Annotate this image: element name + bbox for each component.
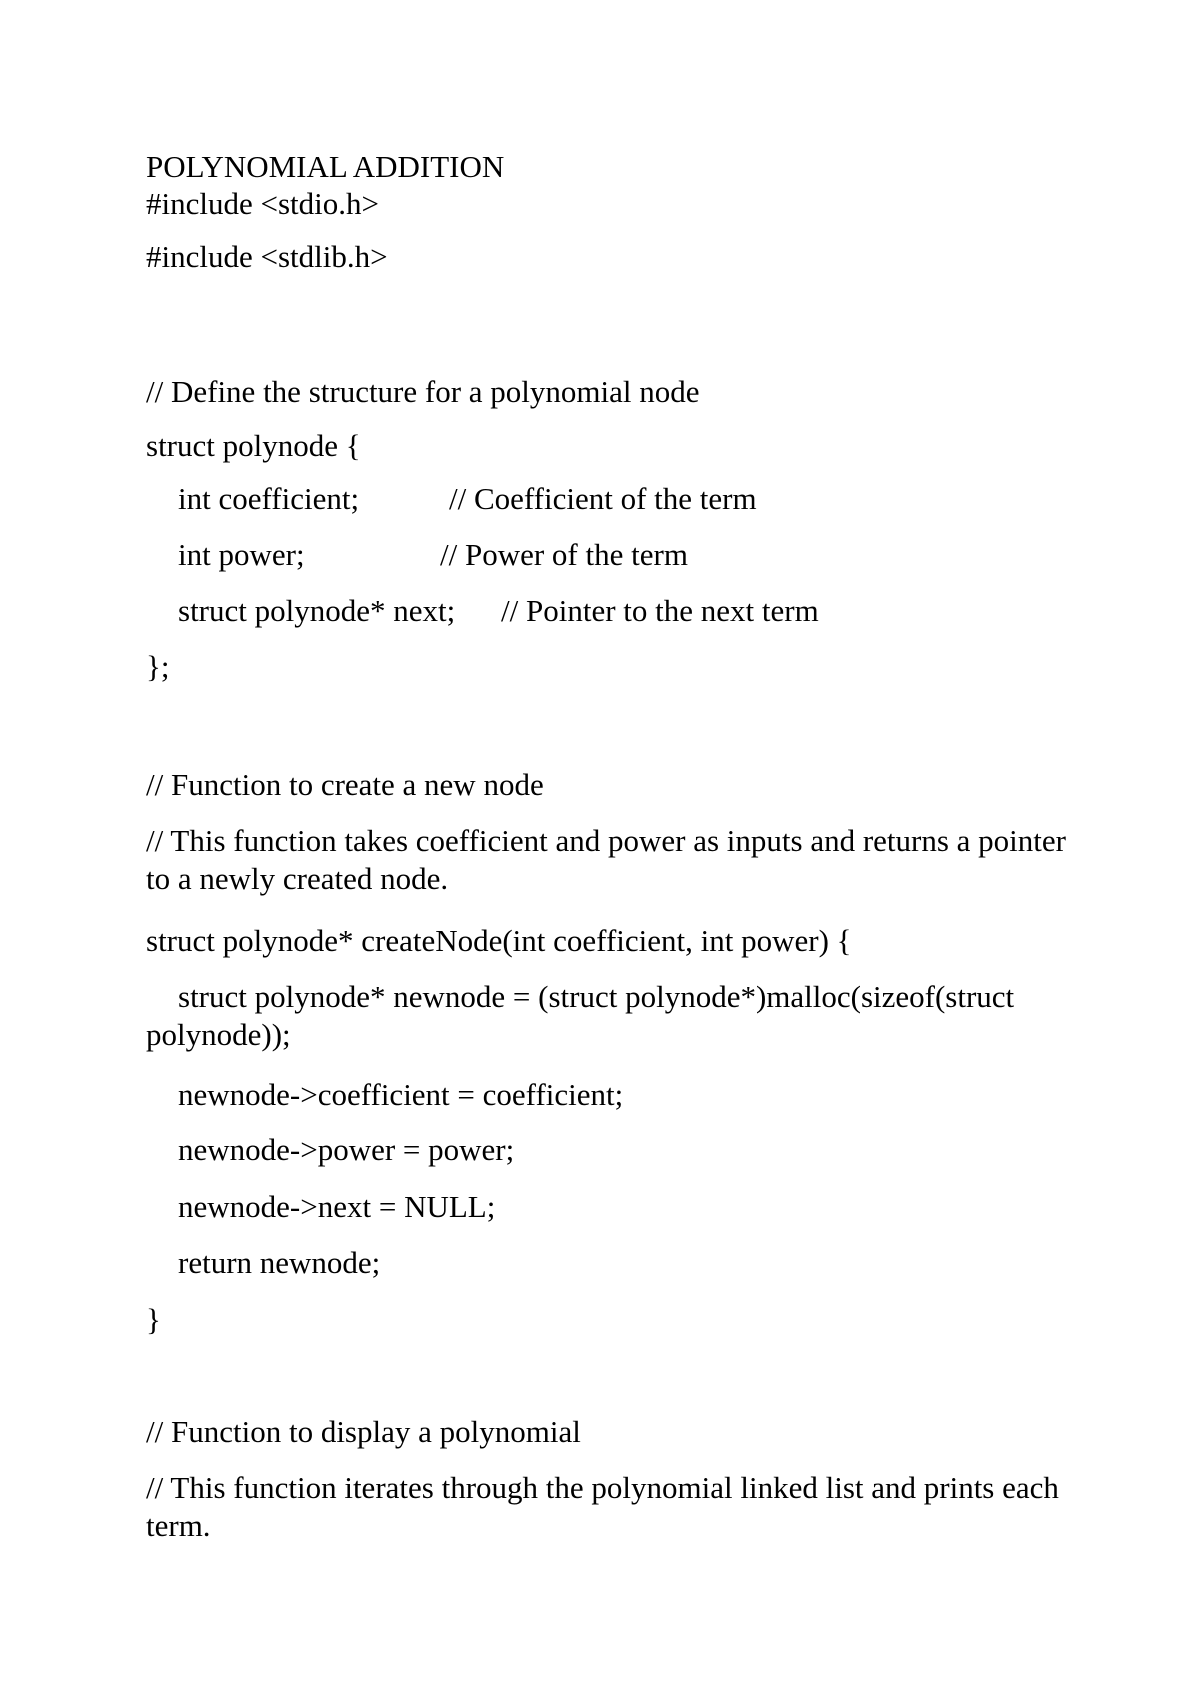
create-set-next: newnode->next = NULL;: [178, 1189, 496, 1224]
create-return: return newnode;: [178, 1245, 381, 1280]
field-next: struct polynode* next;: [178, 593, 456, 628]
create-node-signature: struct polynode* createNode(int coefficient, int power) {: [146, 923, 852, 958]
field-coefficient: int coefficient;: [178, 481, 360, 516]
include-stdio-line: #include <stdio.h>: [146, 186, 379, 221]
comment-display-title: // Function to display a polynomial: [146, 1414, 581, 1449]
create-node-malloc-line: struct polynode* newnode = (struct polynode*)malloc(sizeof(struct polynode));: [146, 979, 1015, 1052]
create-set-power: newnode->power = power;: [178, 1132, 515, 1167]
document-title: POLYNOMIAL ADDITION: [146, 149, 505, 184]
struct-open-line: struct polynode {: [146, 428, 361, 463]
create-close-brace: }: [146, 1302, 161, 1337]
comment-create-title: // Function to create a new node: [146, 767, 544, 802]
field-coefficient-comment: // Coefficient of the term: [449, 481, 757, 516]
comment-create-description: // This function takes coefficient and power as inputs and returns a pointer to a newly created node.: [146, 823, 1066, 896]
struct-close-line: };: [146, 649, 170, 684]
include-stdlib-line: #include <stdlib.h>: [146, 239, 388, 274]
comment-define-structure: // Define the structure for a polynomial node: [146, 374, 700, 409]
comment-display-description: // This function iterates through the polynomial linked list and prints each term.: [146, 1470, 1059, 1543]
field-power-comment: // Power of the term: [440, 537, 688, 572]
field-power: int power;: [178, 537, 305, 572]
field-next-comment: // Pointer to the next term: [501, 593, 819, 628]
create-set-coefficient: newnode->coefficient = coefficient;: [178, 1077, 624, 1112]
